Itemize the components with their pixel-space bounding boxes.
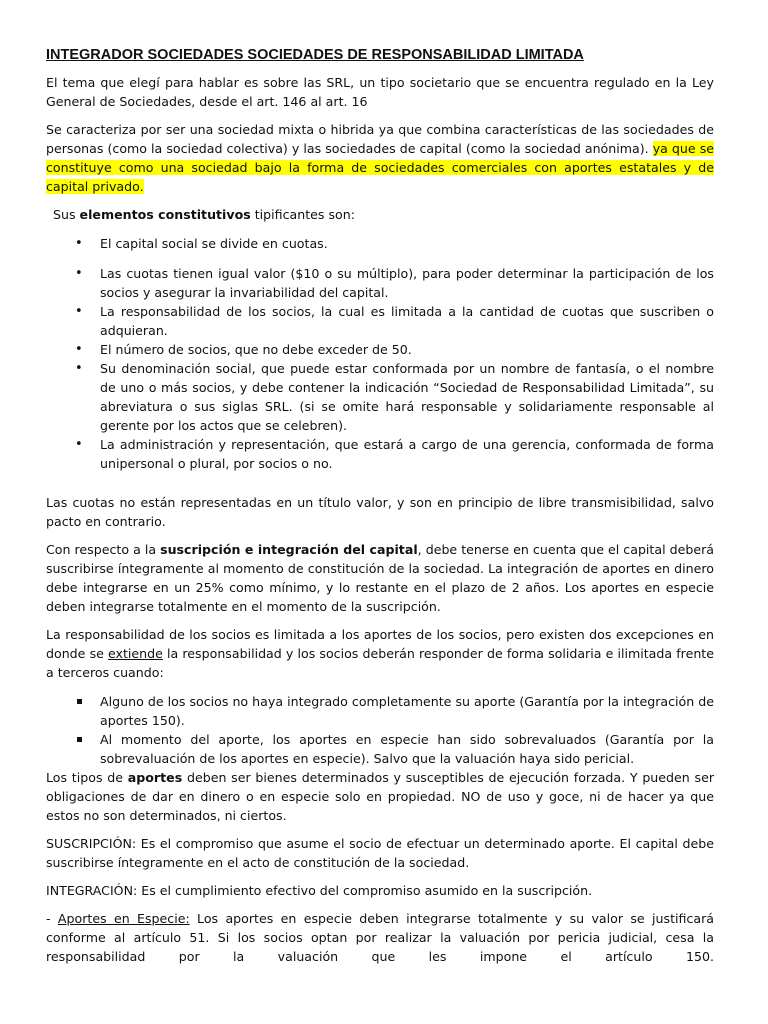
aportes-post: deben ser bienes determinados y susceptibles de ejecución forzada. Y pueden ser obligaciones de dar en dinero o en especie solo en propiedad. NO de uso y goce, ni de hacer ya que estos no son determinados, ni ciertos. <box>46 770 715 823</box>
elements-intro <box>46 205 714 224</box>
exceptions-list <box>46 692 714 768</box>
elements-intro-pre: Sus <box>53 207 80 222</box>
elements-list <box>46 234 714 473</box>
cuotas-paragraph: Las cuotas no están representadas en un título valor, y son en principio de libre transmisibilidad, salvo pacto en contrario. <box>46 495 714 529</box>
characterization-paragraph <box>46 120 714 196</box>
list-item: • La responsabilidad de los socios, la cual es limitada a la cantidad de cuotas que suscriben o adquieran. <box>46 302 714 340</box>
list-item: • El capital social se divide en cuotas. <box>46 234 714 253</box>
list-item: • El número de socios, que no debe exceder de 50. <box>46 340 714 359</box>
suscripcion-integracion-paragraph <box>46 540 714 616</box>
responsabilidad-paragraph <box>46 625 714 682</box>
responsabilidad-post: la responsabilidad y los socios deberán responder de forma solidaria e ilimitada frente a terceros cuando: <box>46 646 714 680</box>
suscripcion-pre: Con respecto a la <box>46 542 161 557</box>
list-item: • Las cuotas tienen igual valor ($10 o su múltiplo), para poder determinar la participación de los socios y asegurar la invariabilidad del capital. <box>46 264 714 302</box>
especie-underlined: Aportes en Especie: <box>57 911 190 926</box>
aportes-paragraph <box>46 768 714 825</box>
especie-dash: - <box>46 911 58 926</box>
integracion-definition: INTEGRACIÓN: Es el cumplimiento efectivo del compromiso asumido en la suscripción. <box>46 883 593 898</box>
characterization-text: Se caracteriza por ser una sociedad mixta o hibrida ya que combina características de las sociedades de personas (como la sociedad colectiva) y las sociedades de capital (como la sociedad anónima). <box>46 122 714 156</box>
responsabilidad-pre: La responsabilidad de los socios es limitada a los aportes de los socios, pero existen dos excepciones en donde se <box>46 627 714 661</box>
aportes-bold: aportes <box>127 770 183 785</box>
aportes-especie-paragraph <box>46 909 714 966</box>
suscripcion-definition: SUSCRIPCIÓN: Es el compromiso que asume el socio de efectuar un determinado aporte. El capital debe suscribirse íntegramente en el acto de constitución de la sociedad. <box>46 836 714 870</box>
suscripcion-post: , debe tenerse en cuenta que el capital deberá suscribirse íntegramente al momento de constitución de la sociedad. La integración de aportes en dinero debe integrarse en un 25% como mínimo, y lo restante en el plazo de 2 años. Los aportes en especie deben integrarse totalmente en el momento de la suscripción. <box>46 542 715 614</box>
especie-post: Los aportes en especie deben integrarse totalmente y su valor se justificará conforme al artículo 51. Si los socios optan por realizar la valuación por pericia judicial, cesa la responsabilidad por la valuación que les impone el artículo 150. <box>46 911 714 964</box>
list-item: Al momento del aporte, los aportes en especie han sido sobrevaluados (Garantía por la sobrevaluación de los aportes en especie). Salvo que la valuación haya sido pericial. <box>46 730 714 768</box>
intro-paragraph: El tema que elegí para hablar es sobre las SRL, un tipo societario que se encuentra regulado en la Ley General de Sociedades, desde el art. 146 al art. 16 <box>46 75 714 109</box>
page-title <box>46 46 714 64</box>
title-part-2: SOCIEDADES DE RESPONSABILIDAD LIMITADA <box>247 47 584 63</box>
list-item: • La administración y representación, que estará a cargo de una gerencia, conformada de forma unipersonal o plural, por socios o no. <box>46 435 714 473</box>
aportes-pre: Los tipos de <box>46 770 128 785</box>
list-item: Alguno de los socios no haya integrado completamente su aporte (Garantía por la integración de aportes 150). <box>46 692 714 730</box>
elements-intro-bold: elementos constitutivos <box>79 207 251 222</box>
responsabilidad-underlined: extiende <box>108 646 163 661</box>
highlighted-text: ya que se constituye como una sociedad bajo la forma de sociedades comerciales con aportes estatales y de capital privado. <box>46 141 715 194</box>
title-part-1: INTEGRADOR SOCIEDADES <box>46 47 244 63</box>
suscripcion-bold: suscripción e integración del capital <box>160 542 418 557</box>
elements-intro-post: tipificantes son: <box>250 207 355 222</box>
list-item: • Su denominación social, que puede estar conformada por un nombre de fantasía, o el nombre de uno o más socios, y debe contener la indicación “Sociedad de Responsabilidad Limitada”, su abreviatura o sus siglas SRL. (si se omite hará responsable y solidariamente responsable al gerente por los actos que se celebren). <box>46 359 714 435</box>
